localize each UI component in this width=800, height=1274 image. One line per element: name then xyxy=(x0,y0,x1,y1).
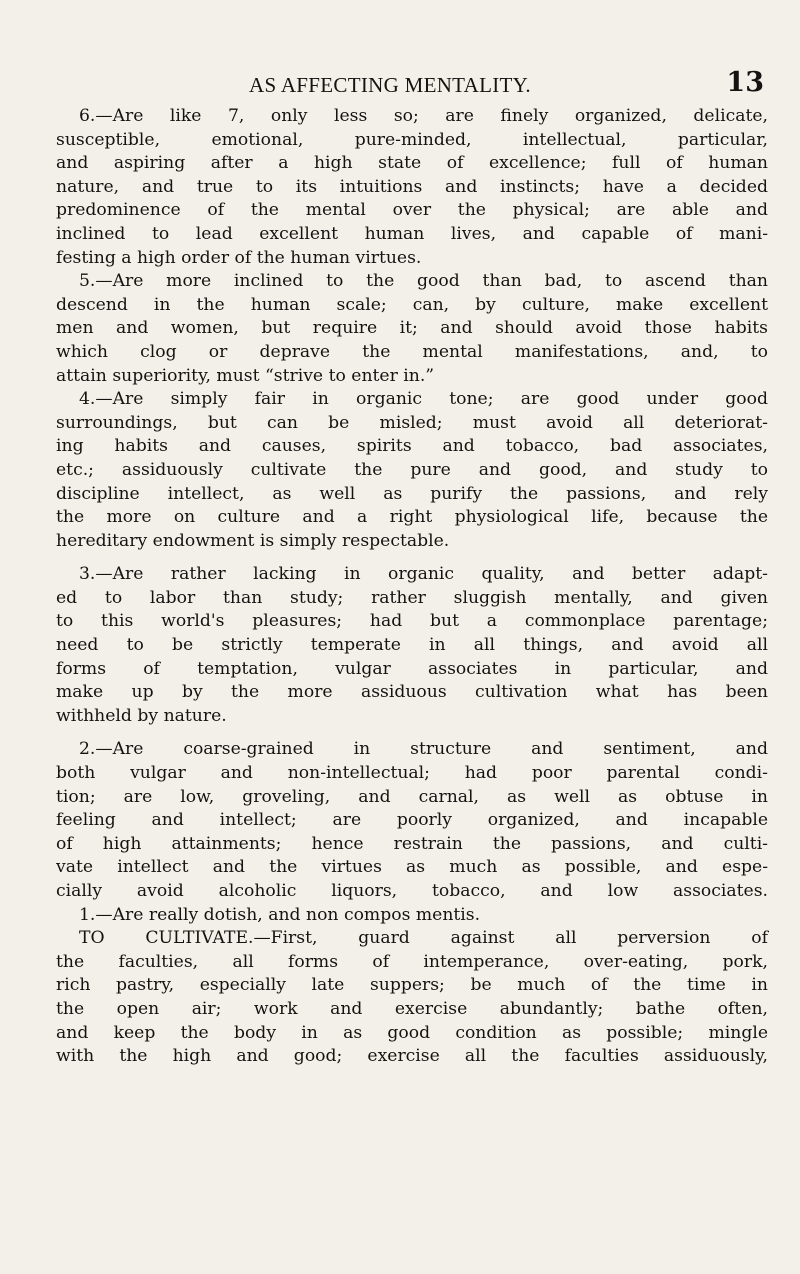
text-line: rich pastry, especially late suppers; be much of the time in xyxy=(56,975,768,996)
text-line: to this world's pleasures; had but a commonplace parentage; xyxy=(56,611,768,632)
text-line: and aspiring after a high state of excellence; full of human xyxy=(56,153,768,174)
text-line: descend in the human scale; can, by culture, make excellent xyxy=(56,294,768,315)
text-line: inclined to lead excellent human lives, and capable of mani- xyxy=(56,223,768,244)
text-line: etc.; assiduously cultivate the pure and good, and study to xyxy=(56,459,768,480)
text-line: 2.—Are coarse-grained in structure and sentiment, and xyxy=(79,739,768,760)
text-line: discipline intellect, as well as purify the passions, and rely xyxy=(56,483,768,504)
text-line: 4.—Are simply fair in organic tone; are good under good xyxy=(79,389,768,410)
page-number: 13 xyxy=(726,67,764,98)
paragraph-grade-6 xyxy=(56,105,768,270)
paragraph-grade-3 xyxy=(56,563,768,728)
paragraph-grade-2 xyxy=(56,738,768,903)
text-line: cially avoid alcoholic liquors, tobacco, and low associates. xyxy=(56,881,768,901)
body-text xyxy=(56,105,768,1069)
text-line: TO CULTIVATE.—First, guard against all perversion of xyxy=(79,928,768,949)
text-line: attain superiority, must “strive to enter in.” xyxy=(56,365,435,386)
paragraph-to-cultivate xyxy=(56,927,768,1069)
text-line: 1.—Are really dotish, and non compos mentis. xyxy=(79,904,481,925)
text-line: forms of temptation, vulgar associates in particular, and xyxy=(56,658,768,679)
text-line: hereditary endowment is simply respectable. xyxy=(56,530,450,551)
paragraph-grade-4 xyxy=(56,388,768,553)
text-line: festing a high order of the human virtues. xyxy=(56,247,422,268)
text-line: tion; are low, groveling, and carnal, as well as obtuse in xyxy=(56,786,768,807)
text-line: of high attainments; hence restrain the passions, and culti- xyxy=(56,833,768,854)
running-title: AS AFFECTING MENTALITY. xyxy=(249,73,531,97)
text-line: the more on culture and a right physiological life, because the xyxy=(56,507,768,528)
text-line: the faculties, all forms of intemperance, over-eating, pork, xyxy=(56,951,768,972)
running-head xyxy=(56,67,764,100)
text-line: make up by the more assiduous cultivation what has been xyxy=(56,682,768,703)
text-line: which clog or deprave the mental manifestations, and, to xyxy=(56,341,768,362)
text-line: ing habits and causes, spirits and tobacco, bad associates, xyxy=(56,436,768,457)
text-line: both vulgar and non-intellectual; had poor parental condi- xyxy=(56,763,768,784)
text-line: vate intellect and the virtues as much as possible, and espe- xyxy=(56,857,768,878)
text-line: feeling and intellect; are poorly organized, and incapable xyxy=(56,810,768,831)
text-line: predominence of the mental over the physical; are able and xyxy=(56,200,768,221)
text-line: 5.—Are more inclined to the good than bad, to ascend than xyxy=(79,271,768,292)
text-line: ed to labor than study; rather sluggish mentally, and given xyxy=(56,587,768,608)
text-line: 3.—Are rather lacking in organic quality, and better adapt- xyxy=(79,564,768,585)
text-line: nature, and true to its intuitions and instincts; have a decided xyxy=(56,176,768,197)
text-line: with the high and good; exercise all the faculties assiduously, xyxy=(56,1046,768,1067)
paragraph-grade-5 xyxy=(56,270,768,388)
paragraph-grade-1 xyxy=(56,904,768,928)
text-line: and keep the body in as good condition as possible; mingle xyxy=(56,1022,768,1043)
text-line: surroundings, but can be misled; must avoid all deteriorat- xyxy=(56,412,768,433)
text-line: need to be strictly temperate in all things, and avoid all xyxy=(56,635,768,656)
text-line: withheld by nature. xyxy=(56,705,227,726)
text-line: men and women, but require it; and should avoid those habits xyxy=(56,318,768,339)
text-line: 6.—Are like 7, only less so; are finely organized, delicate, xyxy=(79,106,768,126)
text-line: the open air; work and exercise abundantly; bathe often, xyxy=(56,998,768,1019)
text-line: susceptible, emotional, pure-minded, intellectual, particular, xyxy=(56,129,768,150)
